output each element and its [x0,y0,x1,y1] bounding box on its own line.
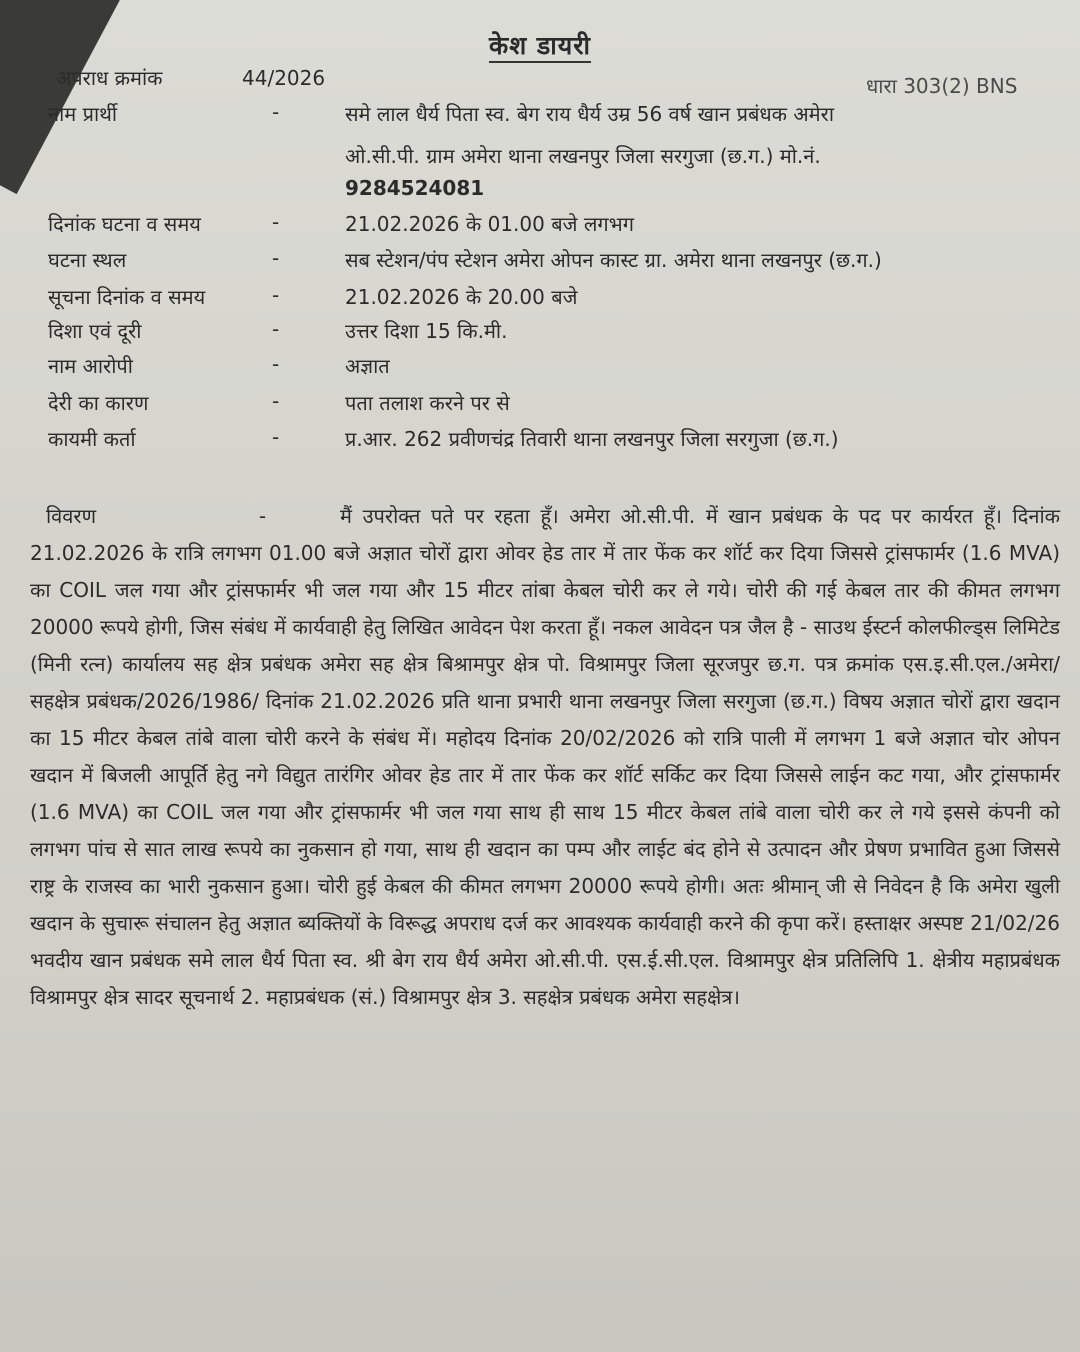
field-separator: - [272,317,280,341]
narrative-separator: - [258,504,267,528]
field-separator: - [272,100,280,124]
field-label: घटना स्थल [48,248,127,272]
field-label: देरी का कारण [48,391,149,415]
field-separator: - [272,246,280,270]
narrative-block [30,498,1060,1016]
field-value: उत्तर दिशा 15 कि.मी. [345,319,508,343]
field-value: अज्ञात [345,354,390,378]
crime-number: 44/2026 [242,66,326,90]
field-label: दिशा एवं दूरी [48,319,142,343]
field-value: पता तलाश करने पर से [345,391,510,415]
field-delay-reason [0,389,1080,421]
field-value: समे लाल धैर्य पिता स्व. बेग राय धैर्य उम्र 56 वर्ष खान प्रबंधक अमेरा [345,102,834,126]
field-value: प्र.आर. 262 प्रवीणचंद्र तिवारी थाना लखनपुर जिला सरगुजा (छ.ग.) [345,427,839,451]
field-label: नाम आरोपी [48,354,133,378]
field-direction-distance [0,317,1080,349]
field-applicant [0,100,1080,132]
narrative-text: मैं उपरोक्त पते पर रहता हूँ। अमेरा ओ.सी.पी. में खान प्रबंधक के पद पर कार्यरत हूँ। दिनांक 21.02.2026 के रात्रि लगभग 01.00 बजे अज्ञात चोरों द्वारा ओवर हेड तार में तार फेंक कर शॉर्ट कर दिया जिससे ट्रांसफार्मर (1.6 MVA) का COIL जल गया और ट्रांसफार्मर भी जल गया और 15 मीटर तांबा केबल चोरी कर ले गये। चोरी की गई केबल तार की कीमत लगभग 20000 रूपये होगी, जिस संबंध में कार्यवाही हेतु लिखित आवेदन पेश करता हूँ। नकल आवेदन पत्र जैल है - साउथ ईस्टर्न कोलफील्ड्स लिमिटेड (मिनी रत्न) कार्यालय सह क्षेत्र प्रबंधक अमेरा सह क्षेत्र बिश्रामपुर क्षेत्र पो. विश्रामपुर जिला सूरजपुर छ.ग. पत्र क्रमांक एस.इ.सी.एल./अमेरा/सहक्षेत्र प्रबंधक/2026/1986/ दिनांक 21.02.2026 प्रति थाना प्रभारी थाना लखनपुर जिला सरगुजा (छ.ग.) विषय अज्ञात चोरों द्वारा खदान का 15 मीटर केबल तांबे वाला चोरी करने के संबंध में। महोदय दिनांक 20/02/2026 को रात्रि पाली में लगभग 1 बजे अज्ञात चोर ओपन खदान में बिजली आपूर्ति हेतु नगे विद्युत तारंगिर ओवर हेड तार में तार फेंक कर शॉर्ट सर्किट कर दिया जिससे लाईन कट गया, और ट्रांसफार्मर (1.6 MVA) का COIL जल गया और ट्रांसफार्मर भी जल गया साथ ही साथ 15 मीटर केबल तांबे वाला चोरी कर ले गये इससे कंपनी को लगभग पांच से सात लाख रूपये का नुकसान हो गया, साथ ही खदान का पम्प और लाईट बंद होने से उत्पादन और प्रेषण प्रभावित हुआ जिससे राष्ट्र के राजस्व का भारी नुकसान हुआ। चोरी हुई केबल की कीमत लगभग 20000 रूपये होगी। अतः श्रीमान् जी से निवेदन है कि अमेरा खुली खदान के सुचारू संचालन हेतु अज्ञात ब्यक्तियों के विरूद्ध अपराध दर्ज कर आवश्यक कार्यवाही करने की कृपा करें। हस्ताक्षर अस्पष्ट 21/02/26 भवदीय खान प्रबंधक समे लाल धैर्य पिता स्व. श्री बेग राय धैर्य अमेरा ओ.सी.पी. एस.ई.सी.एल. विश्रामपुर क्षेत्र प्रतिलिपि 1. क्षेत्रीय महाप्रबंधक विश्रामपुर क्षेत्र सादर सूचनार्थ 2. महाप्रबंधक (सं.) विश्रामपुर क्षेत्र 3. सहक्षेत्र प्रबंधक अमेरा सहक्षेत्र। [30,504,1060,1009]
field-value: 21.02.2026 के 01.00 बजे लगभग [345,212,634,236]
field-value: 21.02.2026 के 20.00 बजे [345,285,578,309]
field-separator: - [272,352,280,376]
field-report-datetime [0,283,1080,315]
applicant-address-line: ओ.सी.पी. ग्राम अमेरा थाना लखनपुर जिला सरगुजा (छ.ग.) मो.नं. [345,144,821,168]
field-accused [0,352,1080,384]
field-separator: - [272,283,280,307]
document-title: केश डायरी [0,28,1080,62]
applicant-phone: 9284524081 [345,176,485,200]
field-label: दिनांक घटना व समय [48,212,201,236]
field-label: कायमी कर्ता [48,427,136,451]
field-registered-by [0,425,1080,457]
field-incident-place [0,246,1080,278]
field-label: नाम प्रार्थी [48,102,118,126]
crime-number-label: अपराध क्रमांक [56,66,163,90]
narrative-lead [30,498,340,535]
field-separator: - [272,425,280,449]
field-label: सूचना दिनांक व समय [48,285,206,309]
field-separator: - [272,389,280,413]
section-reference: धारा 303(2) BNS [866,74,1018,98]
field-separator: - [272,210,280,234]
field-value: सब स्टेशन/पंप स्टेशन अमेरा ओपन कास्ट ग्रा. अमेरा थाना लखनपुर (छ.ग.) [345,248,882,272]
narrative-label: विवरण [46,504,97,528]
field-incident-datetime [0,210,1080,242]
